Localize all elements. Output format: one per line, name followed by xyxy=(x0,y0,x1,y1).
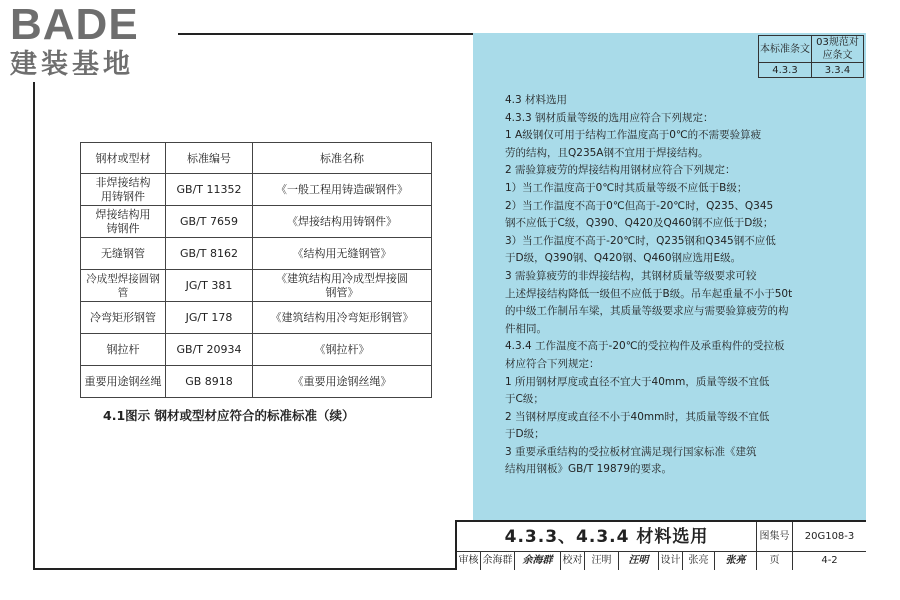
material-cell: 无缝钢管 xyxy=(81,238,166,270)
table-row xyxy=(81,270,432,302)
table-row xyxy=(81,238,432,270)
clause-reference-table xyxy=(758,35,864,78)
clause-text xyxy=(505,92,850,479)
clause-line: 2）当工作温度不高于0℃但高于-20℃时，Q235、Q345 xyxy=(505,199,774,212)
checker-signature: 汪明 xyxy=(619,552,659,570)
name-cell: 《结构用无缝钢管》 xyxy=(253,238,432,270)
clause-line: 1）当工作温度高于0℃时其质量等级不应低于B级； xyxy=(505,181,748,194)
clause-line: 3）当工作温度不高于-20℃时，Q235钢和Q345钢不应低 xyxy=(505,234,776,247)
code-cell: GB/T 7659 xyxy=(166,206,253,238)
clause-line: 结构用钢板》GB/T 19879的要求。 xyxy=(505,463,673,476)
ref-col1-header: 本标准条文 xyxy=(759,36,812,63)
material-cell: 非焊接结构用铸钢件 xyxy=(81,174,166,206)
clause-line: 上述焊接结构降低一级但不应低于B级。吊车起重量不小于50t xyxy=(505,287,793,300)
clause-line: 4.3.3 钢材质量等级的选用应符合下列规定： xyxy=(505,111,714,124)
code-cell: GB/T 20934 xyxy=(166,334,253,366)
clause-line: 2 当钢材厚度或直径不小于40mm时，其质量等级不宜低 xyxy=(505,410,770,423)
clause-line: 于D级； xyxy=(505,428,545,441)
code-cell: JG/T 178 xyxy=(166,302,253,334)
clause-line: 的中级工作制吊车梁，其质量等级要求应与需要验算疲劳的构 xyxy=(505,305,789,318)
name-cell: 《一般工程用铸造碳钢件》 xyxy=(253,174,432,206)
material-cell: 重要用途钢丝绳 xyxy=(81,366,166,398)
name-cell: 《钢拉杆》 xyxy=(253,334,432,366)
name-cell: 《焊接结构用铸钢件》 xyxy=(253,206,432,238)
reviewer-name: 余海群 xyxy=(481,552,515,570)
material-cell: 焊接结构用铸钢件 xyxy=(81,206,166,238)
clause-line: 2 需验算疲劳的焊接结构用钢材应符合下列规定： xyxy=(505,164,736,177)
material-cell: 冷弯矩形钢管 xyxy=(81,302,166,334)
table-row xyxy=(81,174,432,206)
code-cell: GB/T 8162 xyxy=(166,238,253,270)
atlas-label: 图集号 xyxy=(757,522,793,552)
ref-col1-value: 4.3.3 xyxy=(759,63,812,78)
drawing-title: 4.3.3、4.3.4 材料选用 xyxy=(457,522,757,552)
name-cell: 《建筑结构用冷弯矩形钢管》 xyxy=(253,302,432,334)
clause-line: 材应符合下列规定： xyxy=(505,357,600,370)
check-label: 校对 xyxy=(561,552,585,570)
ref-col2-header: 03规范对应条文 xyxy=(812,36,864,63)
table-row xyxy=(81,302,432,334)
table-row xyxy=(81,206,432,238)
title-block xyxy=(455,520,866,570)
page-number: 4-2 xyxy=(821,555,838,566)
review-label: 审核 xyxy=(457,552,481,570)
logo-brand: BADE xyxy=(10,0,139,49)
clause-line: 钢不应低于C级，Q390、Q420及Q460钢不应低于D级； xyxy=(505,217,774,230)
table-row xyxy=(81,366,432,398)
name-cell: 《建筑结构用冷成型焊接圆钢管》 xyxy=(253,270,432,302)
name-cell: 《重要用途钢丝绳》 xyxy=(253,366,432,398)
code-cell: GB/T 11352 xyxy=(166,174,253,206)
clause-line: 4.3 材料选用 xyxy=(505,94,568,106)
material-cell: 冷成型焊接圆钢管 xyxy=(81,270,166,302)
clause-line: 4.3.4 工作温度不高于-20℃的受拉构件及承重构件的受拉板 xyxy=(505,340,785,353)
figure-caption: 4.1图示 钢材或型材应符合的标准标准（续） xyxy=(103,408,355,423)
code-cell: JG/T 381 xyxy=(166,270,253,302)
ref-col2-value: 3.3.4 xyxy=(812,63,864,78)
designer-signature: 张亮 xyxy=(715,552,757,570)
clause-line: 1 所用钢材厚度或直径不宜大于40mm，质量等级不宜低 xyxy=(505,375,770,388)
clause-line: 于C级； xyxy=(505,393,544,406)
clause-line: 3 需验算疲劳的非焊接结构，其钢材质量等级要求可较 xyxy=(505,269,757,282)
header-name: 标准名称 xyxy=(253,143,432,174)
material-cell: 钢拉杆 xyxy=(81,334,166,366)
clause-line: 劳的结构，且Q235A钢不宜用于焊接结构。 xyxy=(505,146,709,159)
design-label: 设计 xyxy=(659,552,683,570)
reviewer-signature: 余海群 xyxy=(515,552,561,570)
logo-cn: 建装基地 xyxy=(10,49,134,80)
header-material: 钢材或型材 xyxy=(81,143,166,174)
bade-logo xyxy=(8,2,178,82)
clause-line: 于D级，Q390钢、Q420钢、Q460钢应选用E级。 xyxy=(505,252,742,265)
header-code: 标准编号 xyxy=(166,143,253,174)
clause-line: 1 A级钢仅可用于结构工作温度高于0℃的不需要验算疲 xyxy=(505,129,762,142)
page-label: 页 xyxy=(757,552,793,570)
clause-line: 件相同。 xyxy=(505,322,547,335)
designer-name: 张亮 xyxy=(683,552,715,570)
table-row xyxy=(81,334,432,366)
atlas-number: 20G108-3 xyxy=(793,522,866,552)
code-cell: GB 8918 xyxy=(166,366,253,398)
checker-name: 汪明 xyxy=(585,552,619,570)
standards-table xyxy=(80,142,432,398)
table-header-row xyxy=(81,143,432,174)
clause-line: 3 重要承重结构的受拉板材宜满足现行国家标准《建筑 xyxy=(505,445,757,458)
